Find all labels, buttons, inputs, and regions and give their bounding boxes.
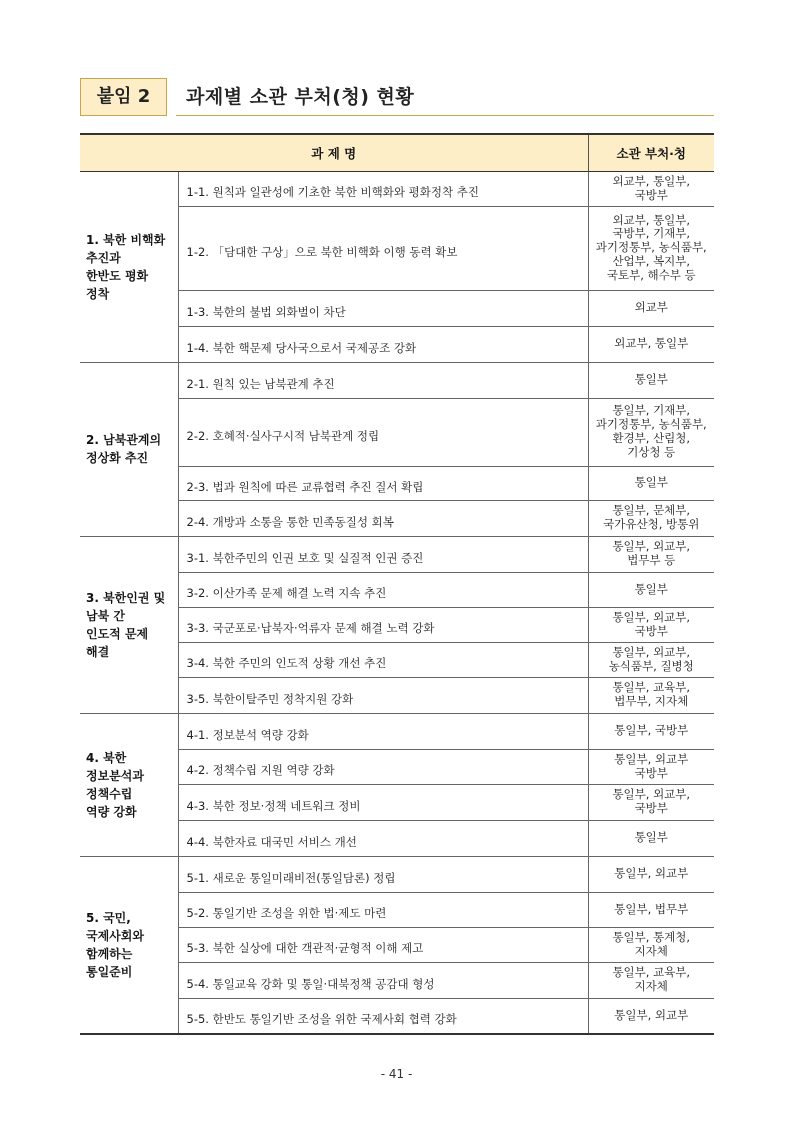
ministry-cell: 통일부, 문체부, 국가유산청, 방통위 [588,500,714,536]
task-cell: 4-4. 북한자료 대국민 서비스 개선 [178,820,588,856]
task-cell: 4-2. 정책수립 지원 역량 강화 [178,749,588,784]
ministry-cell: 통일부 [588,362,714,398]
task-ministry-table [80,133,714,1035]
attachment-badge: 붙임 2 [80,78,167,116]
task-cell: 1-3. 북한의 불법 외화벌이 차단 [178,290,588,326]
task-cell: 3-4. 북한 주민의 인도적 상황 개선 추진 [178,642,588,677]
page-title: 과제별 소관 부처(청) 현황 [186,86,415,108]
category-cell: 4. 북한 정보분석과 정책수립 역량 강화 [80,713,178,856]
ministry-cell: 통일부, 교육부, 지자체 [588,962,714,998]
category-cell: 2. 남북관계의 정상화 추진 [80,362,178,536]
task-cell: 1-2. 「담대한 구상」으로 북한 비핵화 이행 동력 확보 [178,206,588,290]
task-cell: 4-1. 정보분석 역량 강화 [178,713,588,749]
ministry-cell: 통일부, 국방부 [588,713,714,749]
task-cell: 3-3. 국군포로·납북자·억류자 문제 해결 노력 강화 [178,607,588,642]
task-cell: 2-4. 개방과 소통을 통한 민족동질성 회복 [178,500,588,536]
table-row [80,856,714,892]
ministry-cell: 통일부, 외교부 [588,856,714,892]
category-cell: 3. 북한인권 및 남북 간 인도적 문제 해결 [80,536,178,713]
ministry-cell: 통일부, 기재부, 과기정통부, 농식품부, 환경부, 산림청, 기상청 등 [588,398,714,466]
task-cell: 2-1. 원칙 있는 남북관계 추진 [178,362,588,398]
task-cell: 1-1. 원칙과 일관성에 기초한 북한 비핵화와 평화정착 추진 [178,171,588,206]
title-underline [176,115,714,116]
task-cell: 2-2. 호혜적·실사구시적 남북관계 정립 [178,398,588,466]
ministry-cell: 통일부 [588,820,714,856]
task-cell: 5-2. 통일기반 조성을 위한 법·제도 마련 [178,892,588,927]
ministry-cell: 통일부 [588,572,714,607]
column-header-task: 과 제 명 [80,134,588,171]
page-number: - 41 - [380,1067,413,1081]
category-cell: 5. 국민, 국제사회와 함께하는 통일준비 [80,856,178,1034]
ministry-cell: 통일부, 교육부, 법무부, 지자체 [588,677,714,713]
table-row [80,171,714,206]
ministry-cell: 외교부 [588,290,714,326]
ministry-cell: 외교부, 통일부 [588,326,714,362]
task-cell: 1-4. 북한 핵문제 당사국으로서 국제공조 강화 [178,326,588,362]
ministry-cell: 통일부, 외교부, 법무부 등 [588,536,714,572]
category-cell: 1. 북한 비핵화 추진과 한반도 평화 정착 [80,171,178,362]
ministry-cell: 통일부, 법무부 [588,892,714,927]
ministry-cell: 통일부, 통계청, 지자체 [588,927,714,962]
task-cell: 3-5. 북한이탈주민 정착지원 강화 [178,677,588,713]
task-cell: 2-3. 법과 원칙에 따른 교류협력 추진 질서 확립 [178,466,588,500]
table-row [80,713,714,749]
task-cell: 5-4. 통일교육 강화 및 통일·대북정책 공감대 형성 [178,962,588,998]
ministry-cell: 통일부, 외교부, 국방부 [588,607,714,642]
table-header-row [80,134,714,171]
column-header-ministry: 소관 부처·청 [588,134,714,171]
task-cell: 4-3. 북한 정보·정책 네트워크 정비 [178,784,588,820]
ministry-cell: 외교부, 통일부, 국방부, 기재부, 과기정통부, 농식품부, 산업부, 복지부, 국토부, 해수부 등 [588,206,714,290]
task-cell: 5-1. 새로운 통일미래비전(통일담론) 정립 [178,856,588,892]
task-cell: 3-1. 북한주민의 인권 보호 및 실질적 인권 증진 [178,536,588,572]
table-row [80,362,714,398]
task-cell: 5-5. 한반도 통일기반 조성을 위한 국제사회 협력 강화 [178,998,588,1034]
table-row [80,536,714,572]
ministry-cell: 통일부, 외교부 국방부 [588,749,714,784]
ministry-cell: 통일부, 외교부 [588,998,714,1034]
ministry-cell: 통일부, 외교부, 농식품부, 질병청 [588,642,714,677]
ministry-cell: 외교부, 통일부, 국방부 [588,171,714,206]
section-header [80,78,714,116]
task-cell: 5-3. 북한 실상에 대한 객관적·균형적 이해 제고 [178,927,588,962]
task-cell: 3-2. 이산가족 문제 해결 노력 지속 추진 [178,572,588,607]
ministry-cell: 통일부 [588,466,714,500]
ministry-cell: 통일부, 외교부, 국방부 [588,784,714,820]
